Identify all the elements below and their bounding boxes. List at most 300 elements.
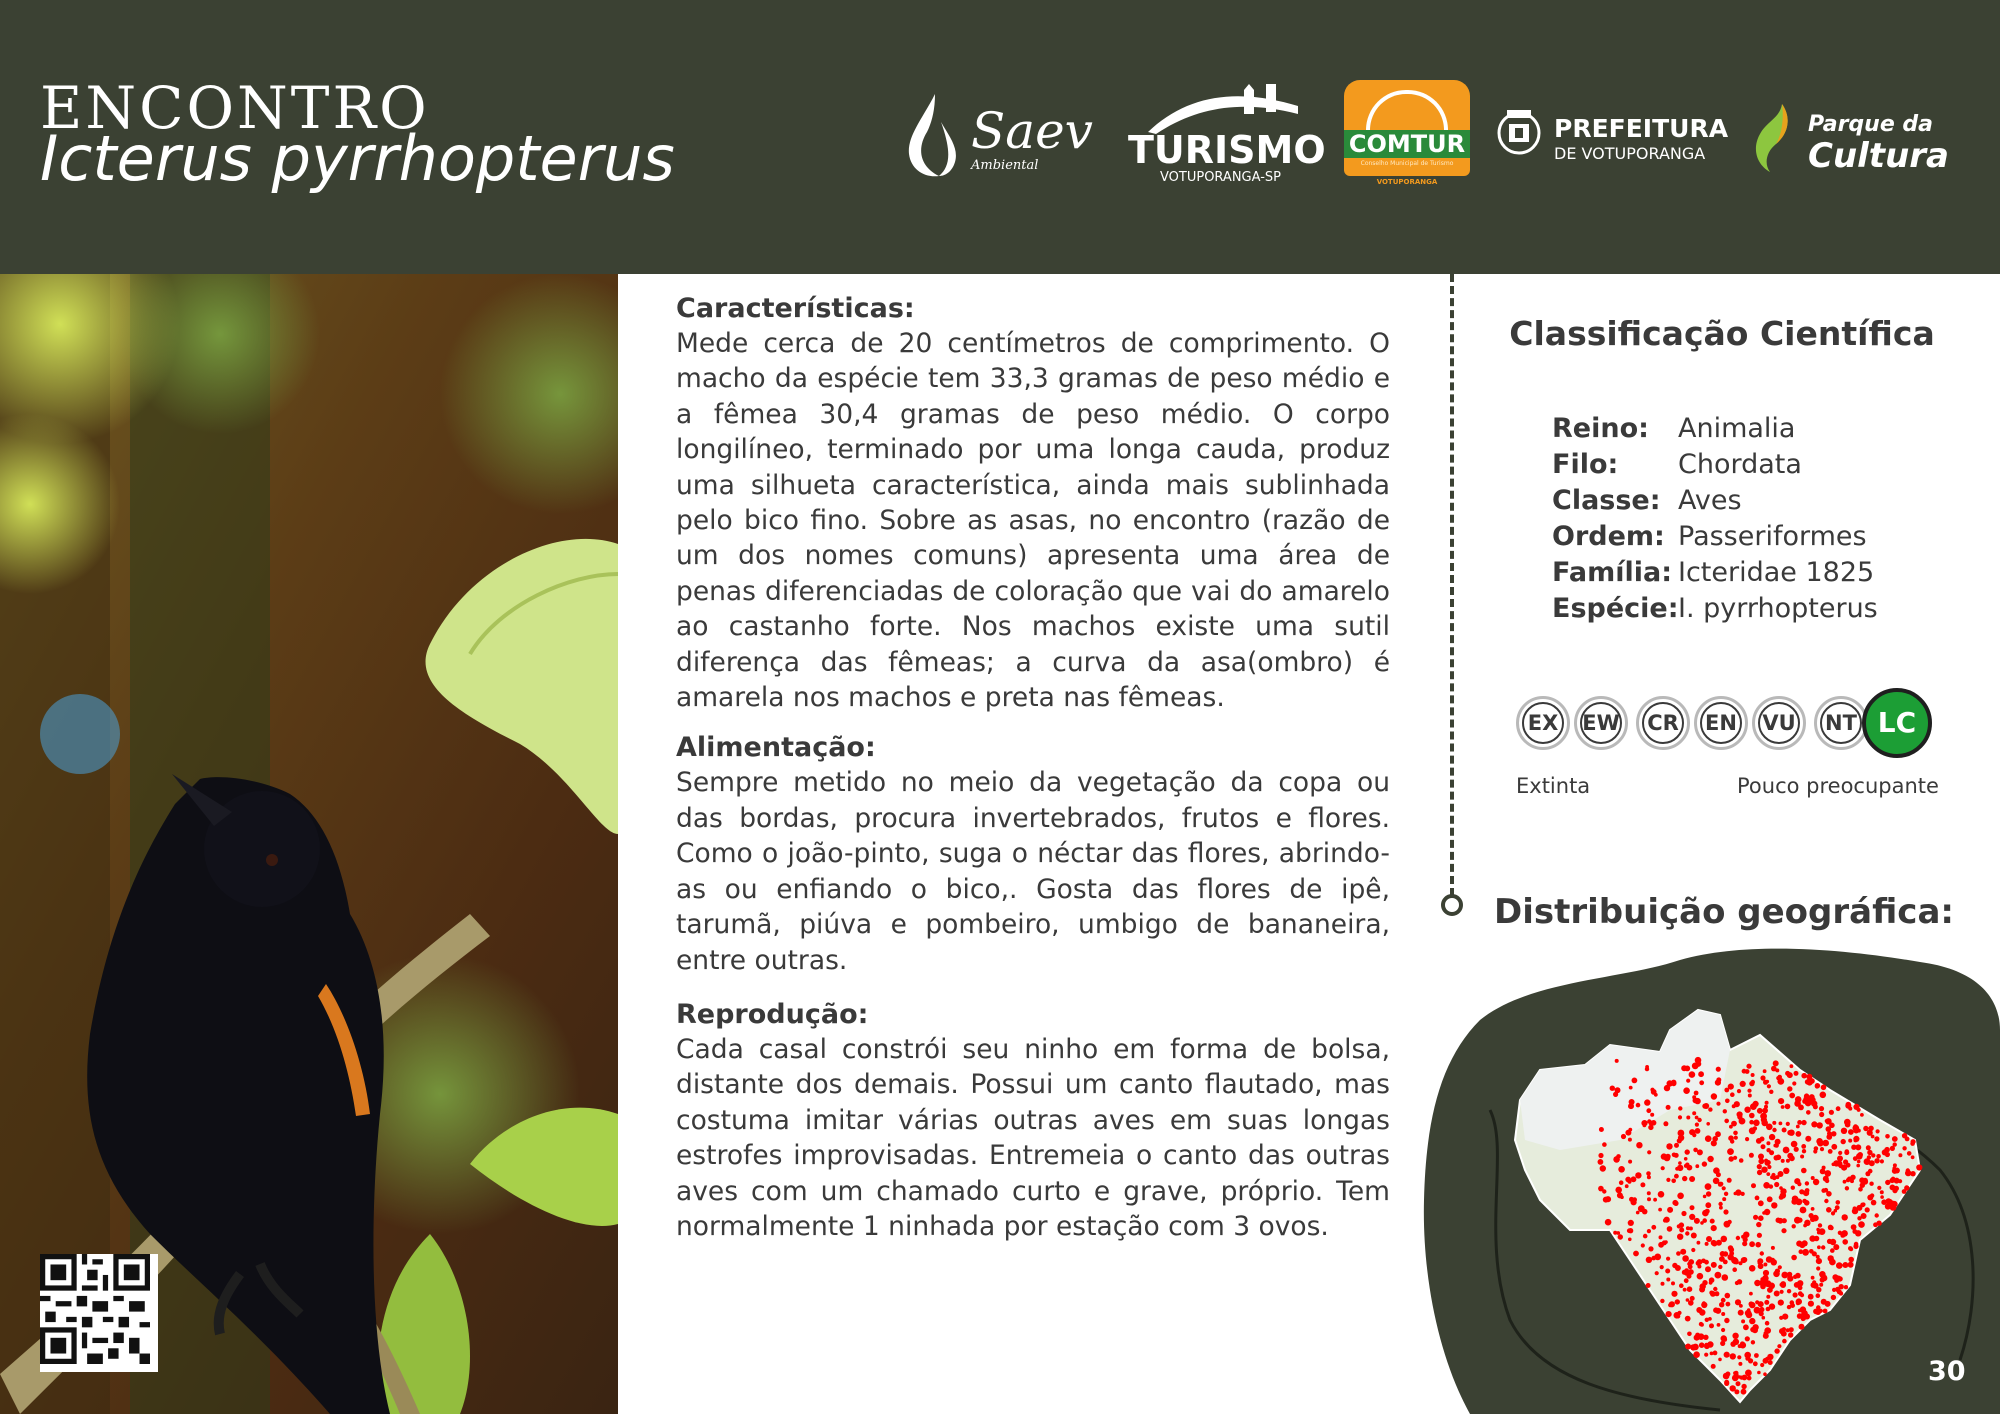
occurrence-point <box>1658 1191 1665 1198</box>
occurrence-point <box>1744 1352 1751 1359</box>
occurrence-point <box>1646 1171 1651 1176</box>
occurrence-point <box>1831 1295 1836 1300</box>
occurrence-point <box>1749 1292 1753 1296</box>
classification-key: Classe: <box>1552 484 1661 516</box>
occurrence-point <box>1739 1261 1743 1265</box>
classification-key: Filo: <box>1552 448 1619 480</box>
occurrence-point <box>1702 1161 1707 1166</box>
occurrence-point <box>1816 1266 1820 1270</box>
occurrence-point <box>1871 1135 1875 1139</box>
occurrence-point <box>1848 1257 1854 1263</box>
occurrence-point <box>1905 1170 1911 1176</box>
classification-value: Animalia <box>1678 412 1796 444</box>
occurrence-point <box>1723 1260 1728 1265</box>
occurrence-point <box>1797 1120 1802 1125</box>
arch-icon <box>1366 90 1448 130</box>
occurrence-point <box>1826 1191 1832 1197</box>
occurrence-point <box>1788 1332 1793 1337</box>
occurrence-point <box>1740 1342 1747 1349</box>
classification-row <box>1552 590 1878 626</box>
occurrence-point <box>1755 1242 1761 1248</box>
occurrence-point <box>1876 1154 1881 1159</box>
occurrence-point <box>1674 1174 1679 1179</box>
occurrence-point <box>1842 1239 1848 1245</box>
occurrence-point <box>1842 1214 1848 1220</box>
occurrence-point <box>1721 1328 1725 1332</box>
occurrence-point <box>1722 1197 1726 1201</box>
occurrence-point <box>1773 1271 1780 1278</box>
occurrence-point <box>1756 1222 1761 1227</box>
occurrence-point <box>1605 1196 1611 1202</box>
occurrence-point <box>1706 1236 1712 1242</box>
occurrence-point <box>1699 1309 1705 1315</box>
occurrence-point <box>1723 1251 1728 1256</box>
occurrence-point <box>1826 1126 1832 1132</box>
occurrence-point <box>1724 1192 1728 1196</box>
status-ew: EW <box>1574 696 1628 750</box>
classification-key: Espécie: <box>1552 592 1679 624</box>
occurrence-point <box>1831 1211 1835 1215</box>
occurrence-point <box>1805 1079 1810 1084</box>
occurrence-point <box>1754 1280 1760 1286</box>
occurrence-point <box>1853 1244 1858 1249</box>
occurrence-point <box>1786 1122 1790 1126</box>
status-en: EN <box>1694 696 1748 750</box>
occurrence-point <box>1718 1358 1722 1362</box>
occurrence-point <box>1671 1080 1676 1085</box>
page-number: 30 <box>1928 1356 1966 1387</box>
occurrence-point <box>1654 1093 1658 1097</box>
occurrence-point <box>1647 1191 1651 1195</box>
occurrence-point <box>1805 1181 1809 1185</box>
occurrence-point <box>1719 1206 1723 1210</box>
occurrence-point <box>1851 1145 1856 1150</box>
occurrence-point <box>1817 1122 1823 1128</box>
classification-value: Aves <box>1678 484 1742 516</box>
occurrence-point <box>1695 1057 1702 1064</box>
occurrence-point <box>1711 1262 1717 1268</box>
occurrence-point <box>1835 1205 1840 1210</box>
occurrence-point <box>1801 1144 1806 1149</box>
occurrence-point <box>1760 1251 1764 1255</box>
occurrence-point <box>1856 1164 1860 1168</box>
occurrence-point <box>1868 1126 1873 1131</box>
occurrence-point <box>1812 1215 1819 1222</box>
saev-subtitle: Ambiental <box>971 158 1039 173</box>
occurrence-point <box>1763 1358 1769 1364</box>
occurrence-point <box>1785 1104 1791 1110</box>
occurrence-point <box>1666 1311 1672 1317</box>
occurrence-point <box>1874 1158 1879 1163</box>
occurrence-point <box>1664 1085 1670 1091</box>
occurrence-point <box>1771 1246 1775 1250</box>
occurrence-point <box>1717 1323 1721 1327</box>
classification-value: Passeriformes <box>1678 520 1867 552</box>
occurrence-point <box>1845 1186 1849 1190</box>
occurrence-point <box>1655 1271 1659 1275</box>
occurrence-point <box>1782 1339 1787 1344</box>
occurrence-point <box>1865 1171 1870 1176</box>
occurrence-point <box>1797 1313 1803 1319</box>
occurrence-point <box>1772 1121 1776 1125</box>
occurrence-point <box>1813 1179 1819 1185</box>
occurrence-point <box>1819 1228 1826 1235</box>
qr-code-icon[interactable] <box>40 1254 158 1372</box>
occurrence-point <box>1838 1151 1842 1155</box>
occurrence-point <box>1757 1164 1762 1169</box>
occurrence-point <box>1674 1143 1679 1148</box>
occurrence-point <box>1636 1142 1642 1148</box>
occurrence-point <box>1836 1200 1841 1205</box>
occurrence-point <box>1850 1175 1855 1180</box>
occurrence-point <box>1786 1328 1790 1332</box>
occurrence-point <box>1753 1215 1758 1220</box>
occurrence-point <box>1781 1105 1785 1109</box>
occurrence-point <box>1758 1200 1764 1206</box>
occurrence-point <box>1742 1241 1747 1246</box>
occurrence-point <box>1716 1102 1720 1106</box>
occurrence-point <box>1763 1372 1767 1376</box>
occurrence-point <box>1610 1086 1615 1091</box>
occurrence-point <box>1787 1086 1792 1091</box>
occurrence-point <box>1848 1262 1854 1268</box>
occurrence-point <box>1830 1248 1835 1253</box>
species-title: Icterus pyrrhopterus <box>40 122 675 195</box>
classification-value: I. pyrrhopterus <box>1678 592 1878 624</box>
occurrence-point <box>1787 1153 1793 1159</box>
leaf-icon <box>1752 104 1802 172</box>
status-label-right: Pouco preocupante <box>1737 774 1939 798</box>
occurrence-point <box>1890 1178 1895 1183</box>
occurrence-point <box>1694 1335 1700 1341</box>
occurrence-point <box>1825 1170 1832 1177</box>
status-nt: NT <box>1814 696 1868 750</box>
occurrence-point <box>1724 1352 1730 1358</box>
occurrence-point <box>1727 1220 1731 1224</box>
occurrence-point <box>1751 1340 1755 1344</box>
occurrence-point <box>1668 1303 1672 1307</box>
occurrence-point <box>1666 1178 1670 1182</box>
occurrence-point <box>1691 1233 1697 1239</box>
occurrence-point <box>1736 1381 1741 1386</box>
occurrence-point <box>1808 1294 1814 1300</box>
occurrence-point <box>1640 1182 1645 1187</box>
occurrence-point <box>1709 1291 1714 1296</box>
occurrence-point <box>1756 1138 1762 1144</box>
occurrence-point <box>1758 1301 1764 1307</box>
occurrence-point <box>1749 1318 1755 1324</box>
occurrence-point <box>1698 1071 1704 1077</box>
occurrence-point <box>1774 1182 1779 1187</box>
occurrence-point <box>1716 1077 1721 1082</box>
occurrence-point <box>1693 1351 1700 1358</box>
occurrence-point <box>1767 1196 1773 1202</box>
occurrence-point <box>1613 1092 1618 1097</box>
occurrence-point <box>1871 1200 1877 1206</box>
occurrence-point <box>1662 1240 1667 1245</box>
classification-key: Ordem: <box>1552 520 1665 552</box>
occurrence-point <box>1628 1220 1634 1226</box>
occurrence-point <box>1615 1187 1622 1194</box>
occurrence-point <box>1706 1191 1711 1196</box>
occurrence-point <box>1873 1222 1878 1227</box>
occurrence-point <box>1794 1147 1799 1152</box>
occurrence-point <box>1869 1182 1873 1186</box>
bird-illustration <box>0 274 618 1414</box>
occurrence-point <box>1749 1265 1756 1272</box>
classification-row <box>1552 518 1878 554</box>
occurrence-point <box>1857 1129 1861 1133</box>
occurrence-point <box>1858 1187 1863 1192</box>
occurrence-point <box>1741 1384 1746 1389</box>
occurrence-point <box>1689 1214 1695 1220</box>
occurrence-point <box>1690 1205 1695 1210</box>
occurrence-point <box>1757 1108 1763 1114</box>
occurrence-point <box>1602 1142 1607 1147</box>
occurrence-point <box>1795 1273 1801 1279</box>
occurrence-point <box>1830 1239 1836 1245</box>
occurrence-point <box>1711 1364 1716 1369</box>
occurrence-point <box>1811 1100 1817 1106</box>
occurrence-point <box>1676 1251 1681 1256</box>
occurrence-point <box>1787 1272 1792 1277</box>
occurrence-point <box>1695 1164 1699 1168</box>
occurrence-point <box>1672 1200 1678 1206</box>
occurrence-point <box>1766 1256 1773 1263</box>
occurrence-point <box>1747 1089 1751 1093</box>
occurrence-point <box>1721 1335 1727 1341</box>
occurrence-point <box>1661 1166 1665 1170</box>
occurrence-point <box>1672 1263 1677 1268</box>
occurrence-point <box>1763 1182 1770 1189</box>
occurrence-point <box>1796 1125 1800 1129</box>
occurrence-point <box>1761 1167 1767 1173</box>
occurrence-point <box>1866 1145 1871 1150</box>
classification-row <box>1552 554 1878 590</box>
classification-row <box>1552 482 1878 518</box>
occurrence-point <box>1766 1124 1773 1131</box>
occurrence-point <box>1740 1081 1746 1087</box>
comtur-city: VOTUPORANGA <box>1376 178 1438 186</box>
occurrence-point <box>1766 1295 1770 1299</box>
occurrence-point <box>1628 1128 1632 1132</box>
occurrence-point <box>1628 1238 1632 1242</box>
comtur-badge <box>1344 80 1470 176</box>
occurrence-point <box>1819 1283 1823 1287</box>
occurrence-point <box>1841 1165 1847 1171</box>
occurrence-point <box>1763 1333 1769 1339</box>
occurrence-point <box>1916 1164 1922 1170</box>
occurrence-point <box>1902 1133 1907 1138</box>
occurrence-point <box>1865 1207 1870 1212</box>
description-column <box>676 292 1390 1244</box>
occurrence-point <box>1751 1327 1756 1332</box>
occurrence-point <box>1760 1363 1764 1367</box>
occurrence-point <box>1735 1189 1741 1195</box>
occurrence-point <box>1778 1300 1784 1306</box>
status-cr: CR <box>1636 696 1690 750</box>
occurrence-point <box>1779 1122 1783 1126</box>
occurrence-point <box>1806 1074 1812 1080</box>
occurrence-point <box>1702 1210 1709 1217</box>
occurrence-point <box>1715 1308 1721 1314</box>
occurrence-point <box>1821 1188 1826 1193</box>
occurrence-point <box>1795 1096 1802 1103</box>
occurrence-point <box>1860 1203 1865 1208</box>
occurrence-point <box>1699 1322 1703 1326</box>
occurrence-point <box>1820 1169 1826 1175</box>
occurrence-point <box>1738 1310 1744 1316</box>
occurrence-point <box>1727 1178 1732 1183</box>
occurrence-point <box>1733 1371 1737 1375</box>
status-lc-current: LC <box>1862 688 1932 758</box>
occurrence-point <box>1684 1157 1688 1161</box>
occurrence-point <box>1647 1150 1651 1154</box>
occurrence-point <box>1792 1224 1796 1228</box>
occurrence-point <box>1618 1234 1623 1239</box>
occurrence-point <box>1848 1107 1852 1111</box>
occurrence-point <box>1733 1156 1737 1160</box>
bird-photo <box>0 274 618 1414</box>
occurrence-point <box>1686 1298 1690 1302</box>
occurrence-point <box>1629 1086 1633 1090</box>
occurrence-point <box>1733 1131 1738 1136</box>
occurrence-point <box>1708 1107 1712 1111</box>
occurrence-point <box>1824 1199 1828 1203</box>
occurrence-point <box>1664 1155 1671 1162</box>
occurrence-point <box>1719 1182 1723 1186</box>
occurrence-point <box>1890 1146 1895 1151</box>
occurrence-point <box>1768 1360 1773 1365</box>
occurrence-point <box>1767 1287 1773 1293</box>
occurrence-point <box>1890 1185 1896 1191</box>
occurrence-point <box>1677 1165 1683 1171</box>
occurrence-point <box>1819 1112 1824 1117</box>
occurrence-point <box>1681 1211 1686 1216</box>
occurrence-point <box>1739 1118 1746 1125</box>
occurrence-point <box>1751 1183 1756 1188</box>
occurrence-point <box>1726 1302 1731 1307</box>
occurrence-point <box>1702 1280 1707 1285</box>
occurrence-point <box>1857 1108 1861 1112</box>
occurrence-point <box>1705 1242 1709 1246</box>
occurrence-point <box>1729 1156 1734 1161</box>
occurrence-point <box>1753 1361 1758 1366</box>
occurrence-point <box>1751 1080 1755 1084</box>
occurrence-point <box>1818 1223 1822 1227</box>
occurrence-point <box>1859 1177 1865 1183</box>
occurrence-point <box>1683 1288 1687 1292</box>
occurrence-point <box>1821 1085 1827 1091</box>
occurrence-point <box>1705 1266 1711 1272</box>
occurrence-point <box>1734 1101 1740 1107</box>
turismo-logo <box>1128 84 1326 194</box>
occurrence-point <box>1649 1121 1654 1126</box>
occurrence-point <box>1783 1168 1789 1174</box>
comtur-subtitle: Conselho Municipal de Turismo <box>1360 160 1454 167</box>
occurrence-point <box>1802 1240 1808 1246</box>
occurrence-point <box>1811 1121 1817 1127</box>
occurrence-point <box>1793 1292 1798 1297</box>
occurrence-point <box>1615 1059 1619 1063</box>
occurrence-point <box>1803 1224 1807 1228</box>
caracteristicas-heading: Características: <box>676 293 915 324</box>
occurrence-point <box>1647 1175 1651 1179</box>
occurrence-point <box>1688 1269 1694 1275</box>
occurrence-point <box>1707 1156 1713 1162</box>
church-roof-icon <box>1148 84 1298 134</box>
occurrence-point <box>1694 1218 1700 1224</box>
occurrence-point <box>1841 1128 1847 1134</box>
occurrence-point <box>1730 1385 1736 1391</box>
occurrence-point <box>1693 1098 1699 1104</box>
parque-line1: Parque da <box>1808 112 1933 137</box>
occurrence-point <box>1781 1228 1786 1233</box>
occurrence-point <box>1802 1249 1809 1256</box>
occurrence-point <box>1748 1094 1752 1098</box>
status-vu: VU <box>1752 696 1806 750</box>
occurrence-point <box>1844 1150 1849 1155</box>
classification-key: Reino: <box>1552 412 1649 444</box>
occurrence-point <box>1648 1246 1653 1251</box>
occurrence-point <box>1769 1150 1774 1155</box>
occurrence-point <box>1689 1176 1695 1182</box>
occurrence-point <box>1809 1235 1815 1241</box>
turismo-subtitle: VOTUPORANGA-SP <box>1160 170 1282 185</box>
occurrence-point <box>1627 1228 1632 1233</box>
occurrence-point <box>1779 1328 1785 1334</box>
occurrence-point <box>1660 1265 1664 1269</box>
occurrence-point <box>1741 1235 1745 1239</box>
occurrence-point <box>1699 1342 1705 1348</box>
occurrence-point <box>1805 1188 1810 1193</box>
occurrence-point <box>1848 1139 1852 1143</box>
alimentacao-text: Sempre metido no meio da vegetação da copa ou das bordas, procura invertebrados, frutos e flores. Como o joão-pinto, suga o néctar das flores, abrindo-as ou enfiando o bico,. Gosta das flores de ipê, tarumã, piúva e pombeiro, umbigo de bananeira, entre outras. <box>676 767 1390 976</box>
occurrence-point <box>1728 1245 1733 1250</box>
occurrence-point <box>1629 1099 1635 1105</box>
occurrence-point <box>1678 1161 1682 1165</box>
occurrence-point <box>1653 1198 1657 1202</box>
occurrence-point <box>1806 1110 1811 1115</box>
occurrence-point <box>1877 1186 1881 1190</box>
occurrence-point <box>1779 1186 1783 1190</box>
occurrence-point <box>1871 1153 1875 1157</box>
occurrence-point <box>1643 1234 1648 1239</box>
occurrence-point <box>1638 1205 1645 1212</box>
parque-cultura-logo <box>1752 84 1962 194</box>
occurrence-point <box>1701 1302 1707 1308</box>
occurrence-point <box>1750 1103 1757 1110</box>
occurrence-point <box>1783 1147 1790 1154</box>
occurrence-point <box>1745 1310 1752 1317</box>
occurrence-point <box>1816 1287 1821 1292</box>
occurrence-point <box>1706 1122 1710 1126</box>
occurrence-point <box>1760 1075 1765 1080</box>
occurrence-point <box>1791 1255 1797 1261</box>
occurrence-point <box>1823 1176 1829 1182</box>
occurrence-point <box>1636 1211 1640 1215</box>
occurrence-point <box>1796 1241 1802 1247</box>
occurrence-point <box>1753 1126 1757 1130</box>
occurrence-point <box>1690 1344 1696 1350</box>
occurrence-point <box>1686 1226 1690 1230</box>
occurrence-point <box>1633 1251 1639 1257</box>
occurrence-point <box>1709 1323 1714 1328</box>
occurrence-point <box>1782 1128 1787 1133</box>
occurrence-point <box>1625 1177 1631 1183</box>
occurrence-point <box>1716 1067 1721 1072</box>
occurrence-point <box>1714 1291 1719 1296</box>
